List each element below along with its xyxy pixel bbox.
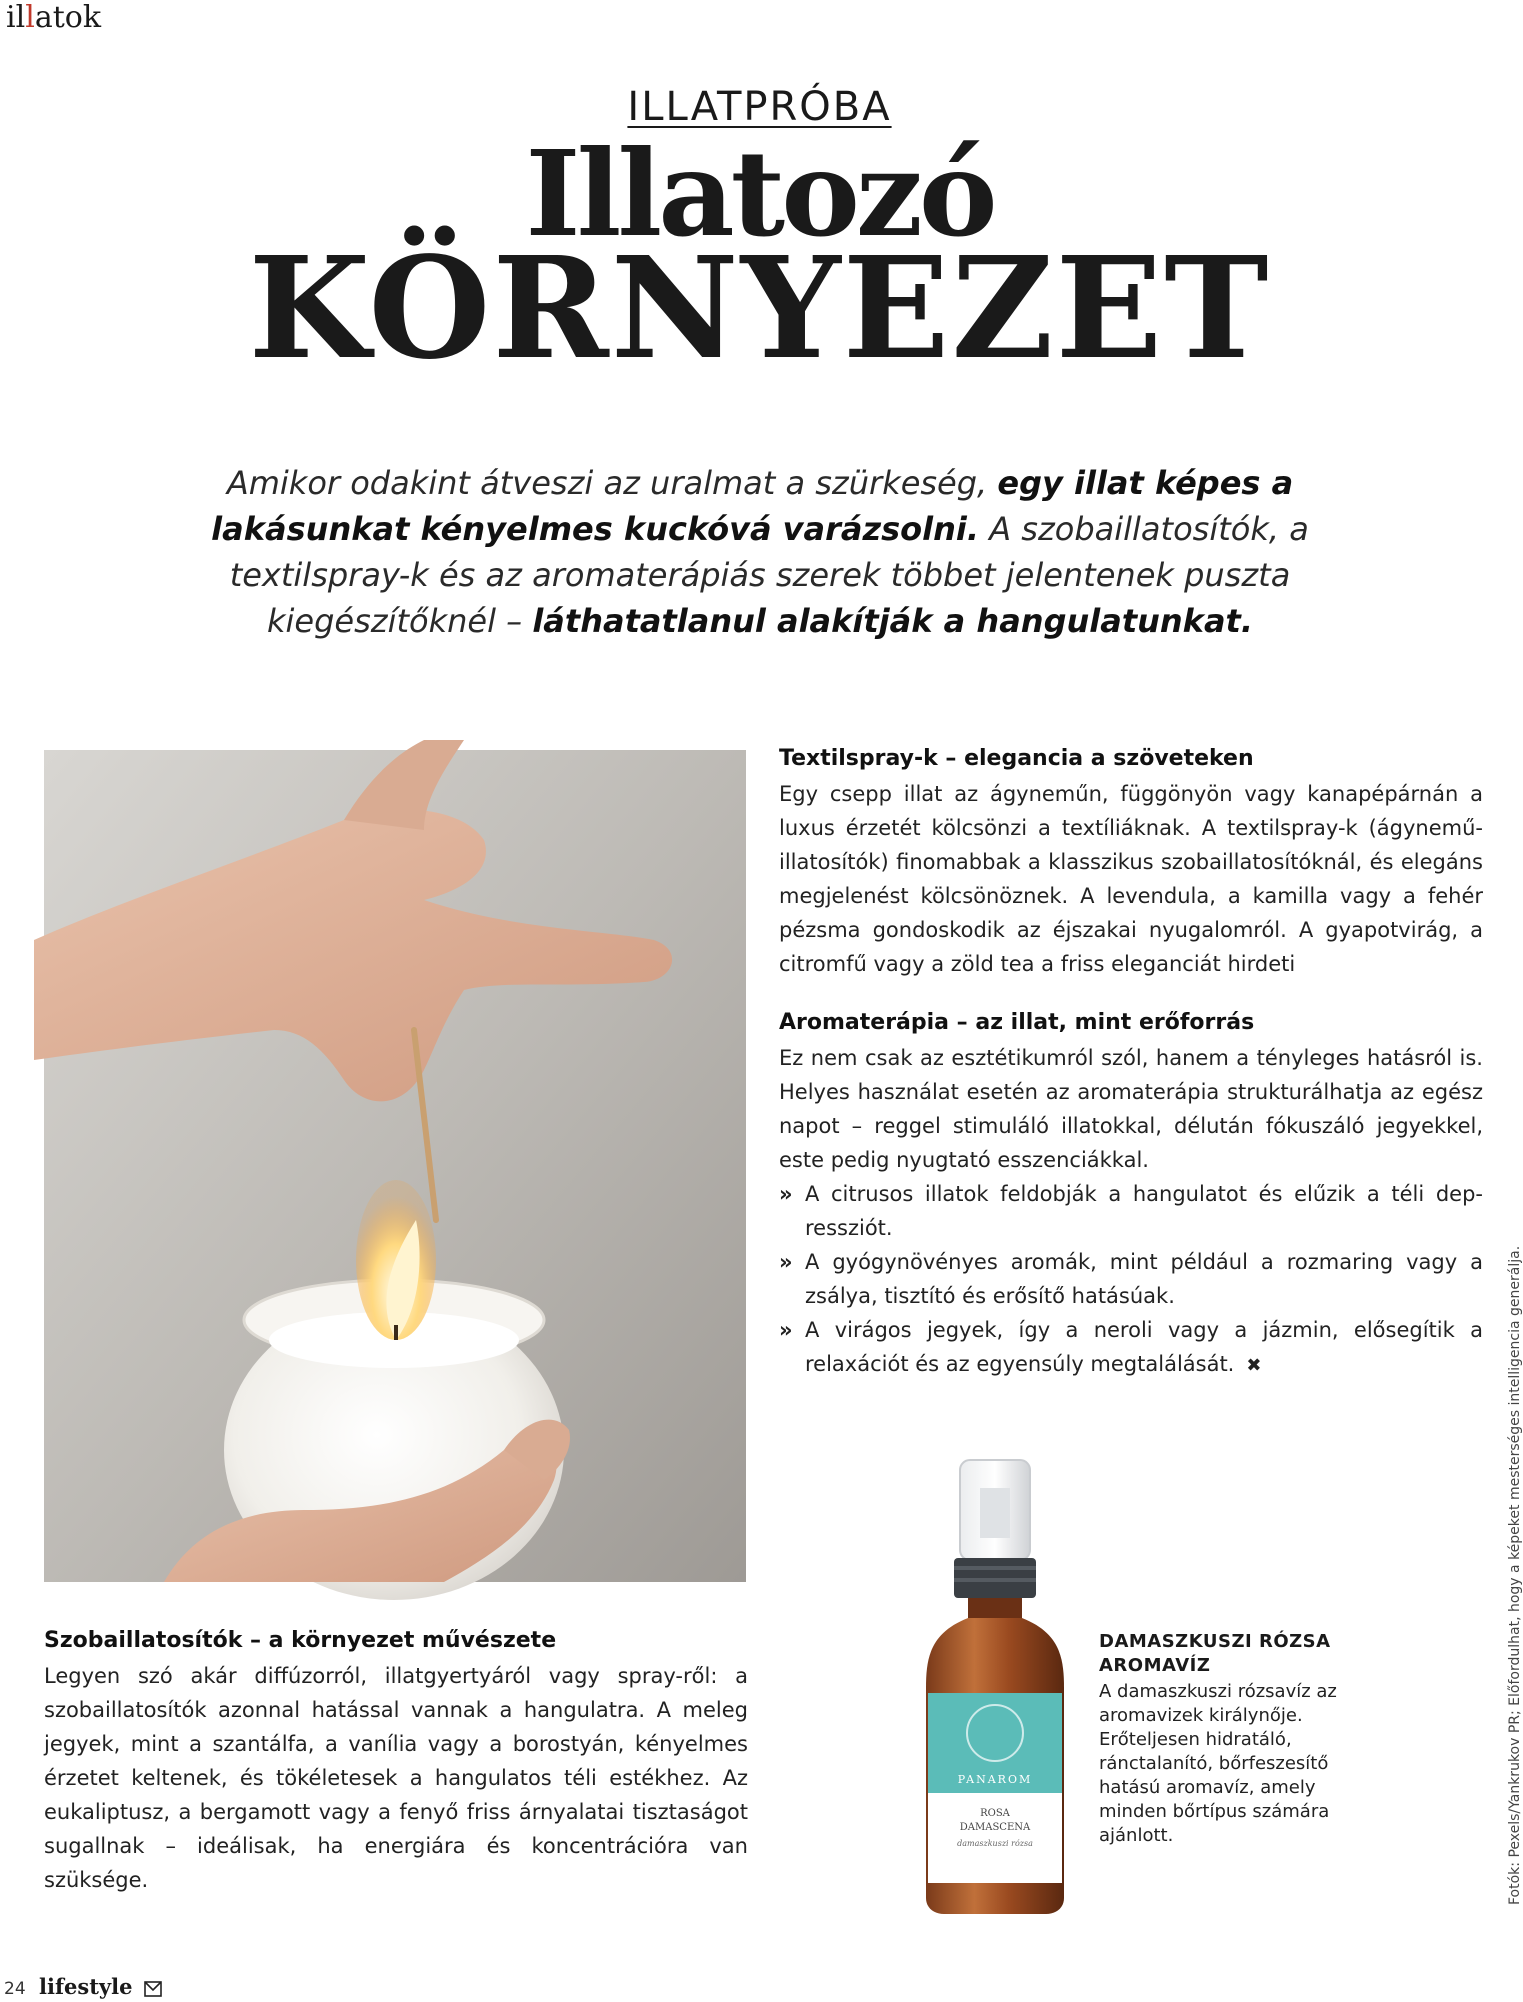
product-title: DAMASZKUSZI RÓZSA AROMAVÍZ <box>1099 1631 1331 1676</box>
spray-bottle-illustration <box>920 1458 1070 1914</box>
list-item: » A virágos jegyek, így a neroli vagy a jázmin, elősegítik a relaxációt és az egyensúly megtalálását. ✖ <box>779 1313 1483 1383</box>
kicker: ILLATPRÓBA <box>627 84 892 130</box>
page-footer <box>4 1974 162 2002</box>
bullet-mark: » <box>779 1182 793 1206</box>
label-brand: PANAROM <box>957 1773 1033 1786</box>
szoba-heading: Szobaillatosítók – a környezet művészete <box>44 1628 557 1653</box>
aroma-bullet-list <box>779 1177 1483 1383</box>
product-bottle-image <box>920 1458 1070 1914</box>
left-column <box>44 1625 748 1897</box>
label-line-1: ROSA <box>980 1808 1010 1819</box>
textil-body: Egy csepp illat az ágyneműn, függönyön vagy kanapépárnán a luxus érzetét kölcsönzi a textíliáknak. A textilspray-k (ágynemű-illatosítók) finomabbak a klasszikus szobaillatosítóknál, és elegáns megjelenést kölcsönöznek. A levendula, a kamilla vagy a fehér pézsma gondoskodik az éjszakai nyugalomról. A gyapotvirág, a citromfű vagy a zöld tea a friss eleganciát hirdeti <box>779 782 1483 976</box>
aroma-heading: Aromaterápia – az illat, mint erőforrás <box>779 1010 1255 1035</box>
aroma-body: Ez nem csak az esztétikumról szól, hanem a tényleges hatásról is. Helyes használat esetén az aromaterápia strukturálhatja az egész napot – reggel stimuláló illatokkal, délután fókuszáló jegyekkel, este pedig nyugtató esszenciákkal. <box>779 1046 1483 1172</box>
section-label-accent: l <box>25 0 35 35</box>
photo-credit: Fotók: Pexels/Yankrukov PR; Előfordulhat, hogy a képeket mesterséges intelligencia generálja. <box>1507 1245 1523 1905</box>
bullet-mark: » <box>779 1318 793 1342</box>
envelope-icon <box>144 1981 162 2002</box>
title-line-2: KÖRNYEZET <box>248 227 1271 391</box>
szoba-body: Legyen szó akár diffúzorról, illatgyertyáról vagy spray-ről: a szobaillatosítók azonnal hatással vannak a hangulatra. A meleg jegyek, mint a szantálfa, a vanília vagy a borostyán, kényelmes érzetet keltenek, és tökéletesek a hangulatos téli estékhez. Az eukaliptusz, a bergamott vagy a fenyő friss árnyalatai tisztaságot sugallnak – ideálisak, ha energiára és koncentrációra van szüksége. <box>44 1664 748 1892</box>
label-line-3: damaszkuszi rózsa <box>957 1839 1033 1848</box>
product-info <box>1099 1630 1349 1848</box>
right-column <box>779 743 1483 1383</box>
product-description: A damaszkuszi rózsavíz az aromavizek királynője. Erőteljesen hidratáló, ránctalanító, bőrfeszesítő hatású aromavíz, amely minden bőrtípus számára ajánlott. <box>1099 1681 1337 1846</box>
textil-heading: Textilspray-k – elegancia a szöveteken <box>779 746 1254 771</box>
lead-bold-1: egy illat képes a lakásunkat kényelmes kuckóvá varázsolni. <box>211 464 1294 548</box>
footer-brand: lifestyle <box>39 1974 133 1999</box>
list-item: » A citrusos illatok feldobják a hangulatot és elűzik a téli depressziót. <box>779 1177 1483 1245</box>
candle-illustration <box>44 750 746 1582</box>
end-mark-icon: ✖ <box>1246 1355 1262 1376</box>
page-number: 24 <box>4 1979 26 1999</box>
label-line-2: DAMASCENA <box>959 1822 1031 1833</box>
candle-photo <box>44 750 746 1582</box>
list-item: » A gyógynövényes aromák, mint például a rozmaring vagy a zsálya, tisztító és erősítő hatásúak. <box>779 1245 1483 1313</box>
lead-paragraph: Amikor odakint átveszi az uralmat a szürkeség, egy illat képes a lakásunkat kényelmes kuckóvá varázsolni. A szobaillatosítók, a textilspray-k és az aromaterápiás szerek többet jelentenek puszta kiegészítőknél – láthatatlanul alakítják a hangulatunkat. <box>211 464 1309 640</box>
lead-bold-2: láthatatlanul alakítják a hangulatunkat. <box>532 602 1253 640</box>
title-line-1: Illatozó <box>525 124 994 263</box>
section-label: illatok <box>6 0 101 35</box>
bullet-mark: » <box>779 1250 793 1274</box>
